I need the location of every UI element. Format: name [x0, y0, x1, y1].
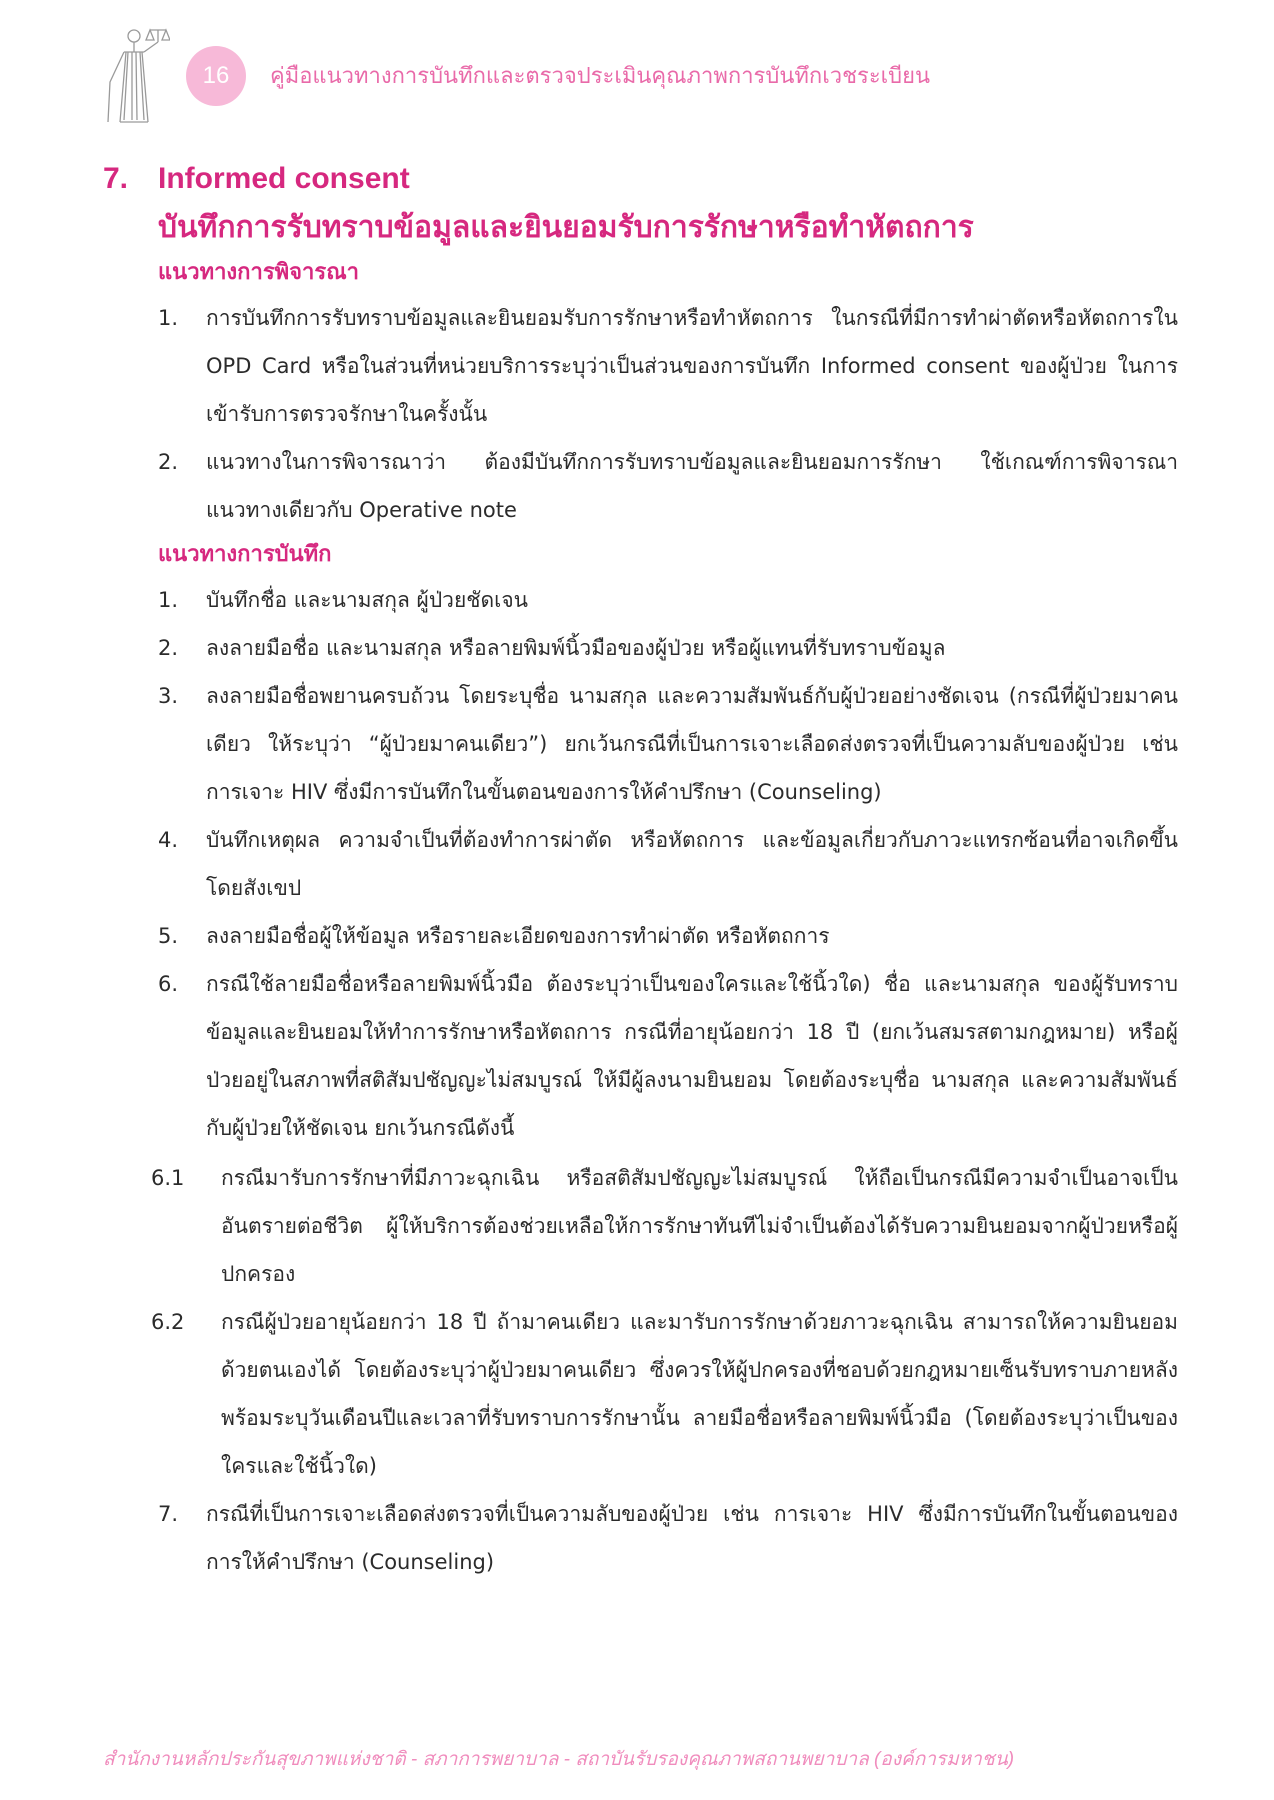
item-text: แนวทางในการพิจารณาว่า ต้องมีบันทึกการรับทราบข้อมูลและยินยอมการรักษา ใช้เกณฑ์การพิจารณาแนวทางเดียวกับ Operative note	[206, 450, 1178, 522]
sub-list-item	[151, 1154, 1178, 1298]
recording-sublist	[151, 1154, 1178, 1490]
recording-list-continued	[158, 1490, 1178, 1586]
item-text: บันทึกชื่อ และนามสกุล ผู้ป่วยชัดเจน	[206, 588, 528, 612]
item-text: บันทึกเหตุผล ความจำเป็นที่ต้องทำการผ่าตัด หรือหัตถการ และข้อมูลเกี่ยวกับภาวะแทรกซ้อนที่อาจเกิดขึ้นโดยสังเขป	[206, 828, 1178, 900]
section-subtitle: บันทึกการรับทราบข้อมูลและยินยอมรับการรักษาหรือทำหัตถการ	[158, 210, 974, 245]
page-footer: สำนักงานหลักประกันสุขภาพแห่งชาติ - สภาการพยาบาล - สถาบันรับรองคุณภาพสถานพยาบาล (องค์การมหาชน)	[103, 1749, 1015, 1770]
item-number: 1.	[158, 306, 179, 330]
item-number: 6.	[158, 972, 179, 996]
section-heading	[103, 158, 1178, 200]
subitem-text: กรณีมารับการรักษาที่มีภาวะฉุกเฉิน หรือสติสัมปชัญญะไม่สมบูรณ์ ให้ถือเป็นกรณีมีความจำเป็นอาจเป็นอันตรายต่อชีวิต ผู้ให้บริการต้องช่วยเหลือให้การรักษาทันทีไม่จำเป็นต้องได้รับความยินยอมจากผู้ป่วยหรือผู้ปกครอง	[221, 1166, 1178, 1286]
sub-list-item	[151, 1298, 1178, 1490]
list-item	[158, 294, 1178, 438]
lady-justice-logo	[100, 22, 170, 126]
page-header	[0, 0, 1274, 140]
list-item	[158, 576, 1178, 624]
recording-heading: แนวทางการบันทึก	[158, 542, 332, 567]
subitem-text: กรณีผู้ป่วยอายุน้อยกว่า 18 ปี ถ้ามาคนเดียว และมารับการรักษาด้วยภาวะฉุกเฉิน สามารถให้ความยินยอมด้วยตนเองได้ โดยต้องระบุว่าผู้ป่วยมาคนเดียว ซึ่งควรให้ผู้ปกครองที่ชอบด้วยกฎหมายเซ็นรับทราบภายหลัง พร้อมระบุวันเดือนปีและเวลาที่รับทราบการรักษานั้น ลายมือชื่อหรือลายพิมพ์นิ้วมือ (โดยต้องระบุว่าเป็นของใครและใช้นิ้วใด)	[221, 1310, 1178, 1478]
item-number: 2.	[158, 636, 179, 660]
item-text: การบันทึกการรับทราบข้อมูลและยินยอมรับการรักษาหรือทำหัตถการ ในกรณีที่มีการทำผ่าตัดหรือหัตถการใน OPD Card หรือในส่วนที่หน่วยบริการระบุว่าเป็นส่วนของการบันทึก Informed consent ของผู้ป่วย ในการเข้ารับการตรวจรักษาในครั้งนั้น	[206, 306, 1178, 426]
item-number: 3.	[158, 684, 179, 708]
recording-list	[158, 576, 1178, 1152]
item-number: 7.	[158, 1502, 179, 1526]
list-item	[158, 672, 1178, 816]
main-content	[103, 158, 1178, 1588]
item-text: ลงลายมือชื่อ และนามสกุล หรือลายพิมพ์นิ้วมือของผู้ป่วย หรือผู้แทนที่รับทราบข้อมูล	[206, 636, 946, 660]
list-item	[158, 438, 1178, 534]
list-item	[158, 1490, 1178, 1586]
list-item	[158, 624, 1178, 672]
consideration-heading: แนวทางการพิจารณา	[158, 260, 359, 285]
item-text: ลงลายมือชื่อพยานครบถ้วน โดยระบุชื่อ นามสกุล และความสัมพันธ์กับผู้ป่วยอย่างชัดเจน (กรณีที่ผู้ป่วยมาคนเดียว ให้ระบุว่า “ผู้ป่วยมาคนเดียว”) ยกเว้นกรณีที่เป็นการเจาะเลือดส่งตรวจที่เป็นความลับของผู้ป่วย เช่น การเจาะ HIV ซึ่งมีการบันทึกในขั้นตอนของการให้คำปรึกษา (Counseling)	[206, 684, 1178, 804]
item-text: กรณีที่เป็นการเจาะเลือดส่งตรวจที่เป็นความลับของผู้ป่วย เช่น การเจาะ HIV ซึ่งมีการบันทึกในขั้นตอนของการให้คำปรึกษา (Counseling)	[206, 1502, 1178, 1574]
item-text: กรณีใช้ลายมือชื่อหรือลายพิมพ์นิ้วมือ ต้องระบุว่าเป็นของใครและใช้นิ้วใด) ชื่อ และนามสกุล ของผู้รับทราบข้อมูลและยินยอมให้ทำการรักษาหรือหัตถการ กรณีที่อายุน้อยกว่า 18 ปี (ยกเว้นสมรสตามกฎหมาย) หรือผู้ป่วยอยู่ในสภาพที่สติสัมปชัญญะไม่สมบูรณ์ ให้มีผู้ลงนามยินยอม โดยต้องระบุชื่อ นามสกุล และความสัมพันธ์กับผู้ป่วยให้ชัดเจน ยกเว้นกรณีดังนี้	[206, 972, 1178, 1140]
item-number: 1.	[158, 588, 179, 612]
section-title: Informed consent	[158, 162, 410, 195]
list-item	[158, 912, 1178, 960]
list-item	[158, 816, 1178, 912]
running-header-title: คู่มือแนวทางการบันทึกและตรวจประเมินคุณภาพการบันทึกเวชระเบียน	[270, 63, 931, 88]
list-item	[158, 960, 1178, 1152]
item-text: ลงลายมือชื่อผู้ให้ข้อมูล หรือรายละเอียดของการทำผ่าตัด หรือหัตถการ	[206, 924, 830, 948]
page-number-badge: 16	[186, 46, 246, 106]
item-number: 2.	[158, 450, 179, 474]
item-number: 4.	[158, 828, 179, 852]
section-number: 7.	[103, 162, 129, 195]
item-number: 5.	[158, 924, 179, 948]
subitem-number: 6.2	[151, 1310, 185, 1334]
subitem-number: 6.1	[151, 1166, 185, 1190]
consideration-list	[158, 294, 1178, 534]
